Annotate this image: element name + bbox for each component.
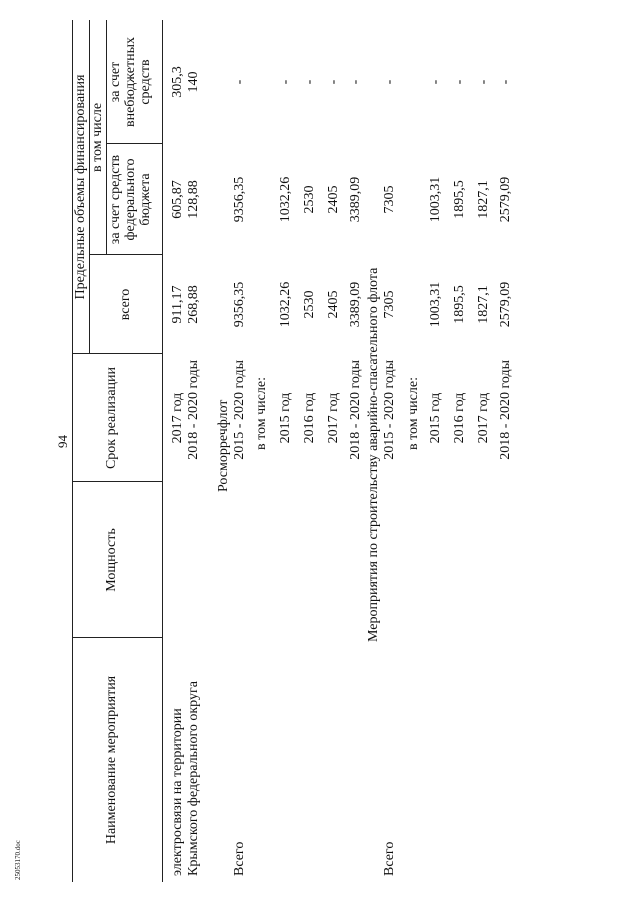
row-extra: - <box>302 79 317 85</box>
vline-federal-extra <box>106 143 162 144</box>
row-federal: 9356,35 <box>232 176 247 223</box>
row-total: 1827,1 <box>476 285 491 324</box>
row-federal: 128,88 <box>186 180 201 219</box>
row-period: в том числе: <box>406 377 421 450</box>
row-extra: - <box>382 79 397 85</box>
header-bottom-rule <box>162 20 163 882</box>
row-extra: - <box>348 79 363 85</box>
row-federal: 1827,1 <box>476 180 491 219</box>
row-period: 2017 год <box>476 392 491 444</box>
row-total: 911,17 <box>170 285 185 324</box>
row-total: 2530 <box>302 290 317 319</box>
section-title: Мероприятия по строительству аварийно-спасательного флота <box>366 267 381 642</box>
row-total: 1003,31 <box>428 281 443 328</box>
row-total: 3389,09 <box>348 281 363 328</box>
row-period: в том числе: <box>254 377 269 450</box>
row-extra: - <box>476 79 491 85</box>
row-federal: 1032,26 <box>278 176 293 223</box>
row-federal: 2579,09 <box>498 176 513 223</box>
document-id: 25053170.doc <box>14 840 22 880</box>
row-total: 1895,5 <box>452 285 467 324</box>
row-total: 1032,26 <box>278 281 293 328</box>
row-period: 2015 год <box>278 392 293 444</box>
row-period: 2018 - 2020 годы <box>348 360 363 460</box>
row-extra: - <box>452 79 467 85</box>
row-period: 2018 - 2020 годы <box>498 360 513 460</box>
row-federal: 1003,31 <box>428 176 443 223</box>
header-funding: Предельные объемы финансирования <box>73 74 88 300</box>
row-federal: 2405 <box>326 185 341 214</box>
row-total: 7305 <box>382 290 397 319</box>
row-total: 268,88 <box>186 285 201 324</box>
row-name: электросвязи на территории Крымского федерального округа <box>170 681 201 876</box>
row-period: 2018 - 2020 годы <box>186 360 201 460</box>
row-federal: 3389,09 <box>348 176 363 223</box>
row-federal: 2530 <box>302 185 317 214</box>
row-name: Всего <box>382 841 397 876</box>
header-extra: за счет внебюджетных средств <box>108 36 153 128</box>
row-period: 2015 год <box>428 392 443 444</box>
row-extra: - <box>232 79 247 85</box>
row-extra: 305,3 <box>170 66 185 98</box>
row-total: 9356,35 <box>232 281 247 328</box>
row-period: 2015 - 2020 годы <box>382 360 397 460</box>
row-total: 2405 <box>326 290 341 319</box>
row-extra: - <box>498 79 513 85</box>
row-extra: - <box>278 79 293 85</box>
row-extra: - <box>326 79 341 85</box>
row-extra: 140 <box>186 71 201 93</box>
row-extra: - <box>428 79 443 85</box>
row-federal: 7305 <box>382 185 397 214</box>
row-period: 2016 год <box>452 392 467 444</box>
section-title: Росморречфлот <box>216 399 231 492</box>
header-total: всего <box>118 288 133 321</box>
including-header-rule <box>106 20 107 255</box>
row-total: 2579,09 <box>498 281 513 328</box>
header-name: Наименование мероприятия <box>104 675 119 845</box>
row-name: Всего <box>232 841 247 876</box>
row-period: 2015 - 2020 годы <box>232 360 247 460</box>
header-including: в том числе <box>90 102 105 173</box>
row-period: 2017 год <box>170 392 185 444</box>
row-period: 2017 год <box>326 392 341 444</box>
row-period: 2016 год <box>302 392 317 444</box>
row-federal: 1895,5 <box>452 180 467 219</box>
rotated-table <box>72 20 557 882</box>
header-power: Мощность <box>104 528 119 592</box>
header-period: Срок реализации <box>104 366 119 470</box>
row-federal: 605,87 <box>170 180 185 219</box>
header-federal: за счет средств федерального бюджета <box>108 154 153 245</box>
page-number: 94 <box>55 435 70 448</box>
